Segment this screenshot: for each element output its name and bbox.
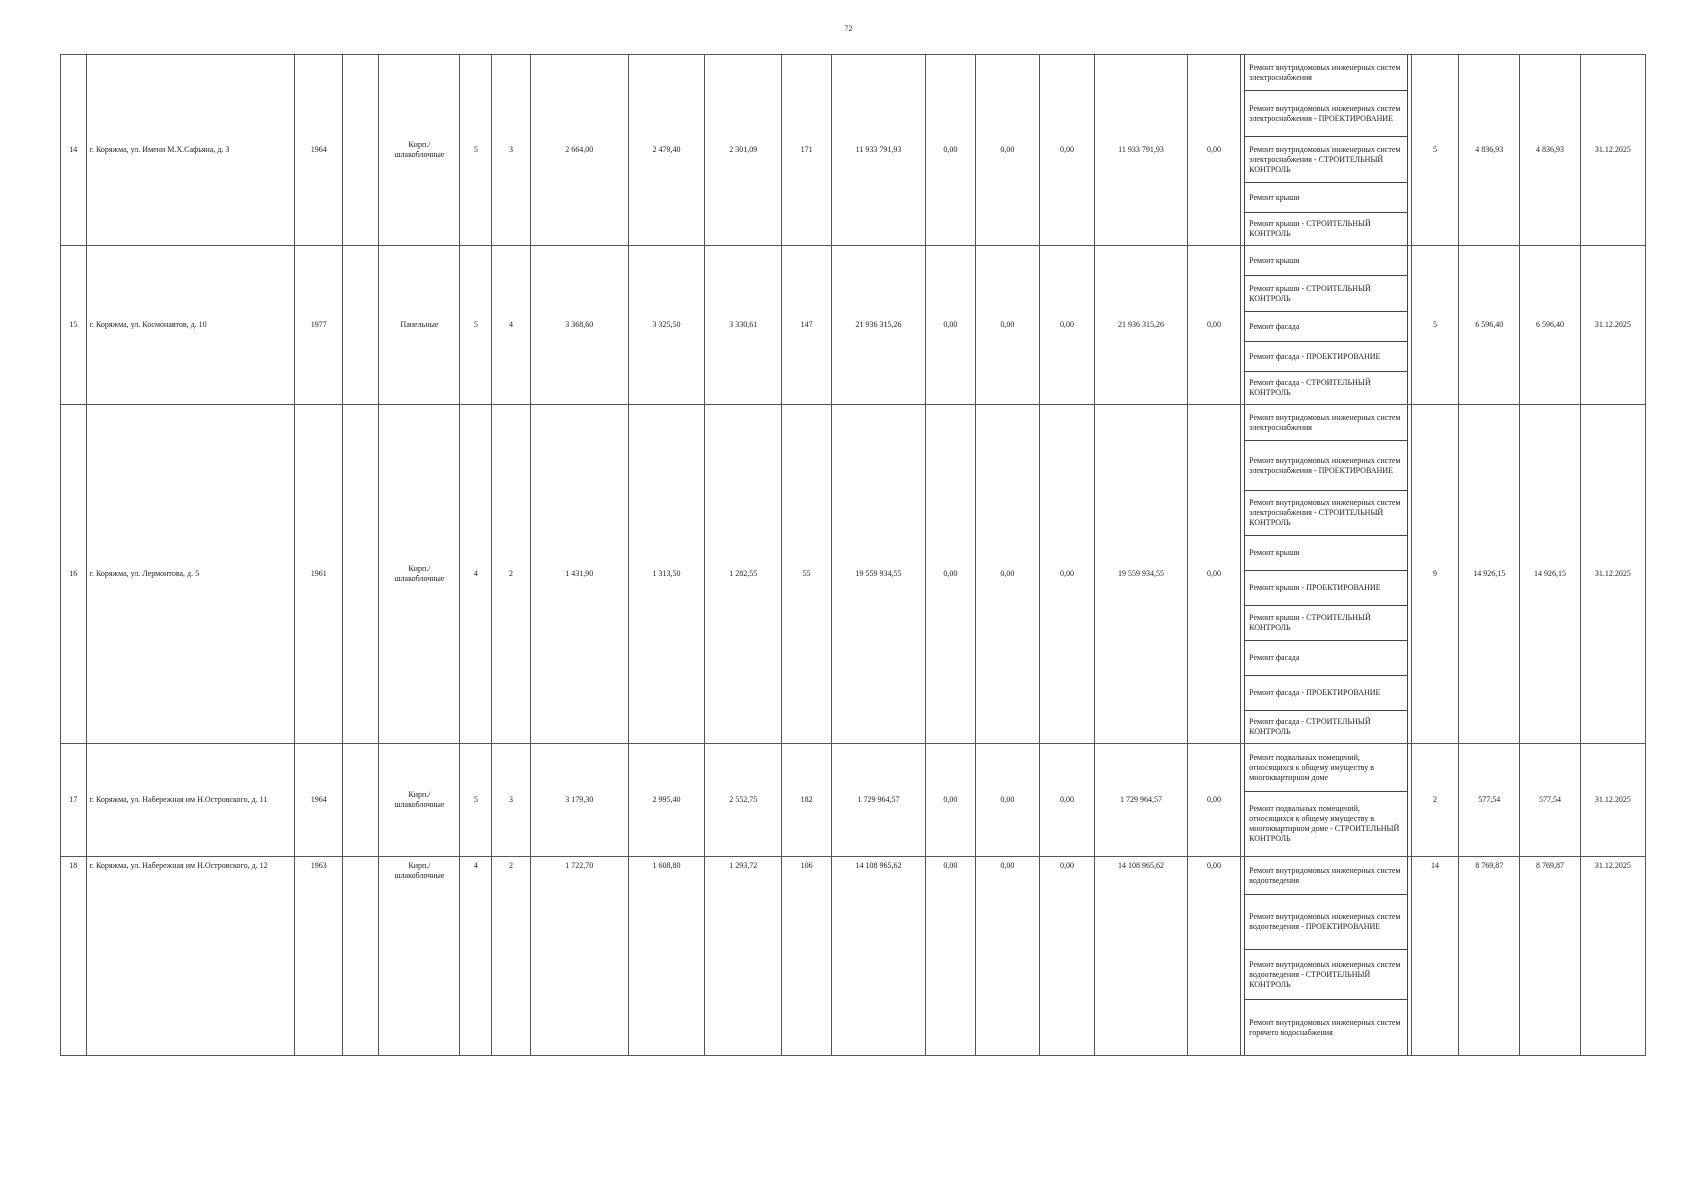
work-item-label: Ремонт внутридомовых инженерных систем водоотведения - ПРОЕКТИРОВАНИЕ <box>1249 912 1401 931</box>
cell-area-residential: 1 293,72 <box>705 857 782 1056</box>
cell-fund2: 0,00 <box>975 857 1039 1056</box>
cell-floors: 4 <box>460 405 492 744</box>
work-item-label: Ремонт внутридомовых инженерных систем горячего водоснабжения <box>1249 1017 1401 1037</box>
cell-entrances: 2 <box>492 857 530 1056</box>
cell-unit-cost-limit: 14 926,15 <box>1520 405 1581 744</box>
work-item <box>1244 55 1407 91</box>
work-item-label: Ремонт внутридомовых инженерных систем электроснабжения - ПРОЕКТИРОВАНИЕ <box>1249 455 1401 475</box>
cell-fund3: 0,00 <box>1039 405 1094 744</box>
cell-address: г. Коряжма, ул. Набережная им Н.Островского, д. 12 <box>86 857 295 1056</box>
cell-deadline: 31.12.2025 <box>1580 246 1645 405</box>
work-item <box>1244 213 1407 245</box>
cell-deadline: 31.12.2025 <box>1580 857 1645 1056</box>
work-item-label: Ремонт крыши - ПРОЕКТИРОВАНИЕ <box>1249 583 1381 592</box>
cell-year: 1964 <box>295 744 343 857</box>
cell-fund2: 0,00 <box>975 405 1039 744</box>
cell-floors: 5 <box>460 55 492 246</box>
cell-fund1: 0,00 <box>925 744 975 857</box>
work-item-label: Ремонт фасада - ПРОЕКТИРОВАНИЕ <box>1249 351 1381 361</box>
work-item-label: Ремонт фасада <box>1249 321 1300 331</box>
cell-work-count: 5 <box>1411 246 1459 405</box>
table-row <box>61 246 1646 405</box>
cell-fund-other: 0,00 <box>1187 744 1240 857</box>
cell-unit-cost: 577,54 <box>1459 744 1520 857</box>
cell-area-residential: 2 301,09 <box>705 55 782 246</box>
work-item-label: Ремонт фасада - СТРОИТЕЛЬНЫЙ КОНТРОЛЬ <box>1249 717 1371 736</box>
work-item-label: Ремонт крыши - СТРОИТЕЛЬНЫЙ КОНТРОЛЬ <box>1249 613 1371 632</box>
cell-fund1: 0,00 <box>925 405 975 744</box>
work-item-label: Ремонт крыши <box>1249 548 1300 557</box>
cell-cost-total: 21 936 315,26 <box>832 246 926 405</box>
work-item <box>1244 606 1407 641</box>
work-item-label: Ремонт крыши - СТРОИТЕЛЬНЫЙ КОНТРОЛЬ <box>1249 219 1371 238</box>
cell-fund1: 0,00 <box>925 857 975 1056</box>
cell-material: Кирп./ шлакоблочные <box>379 744 460 857</box>
work-item <box>1244 312 1407 342</box>
cell-deadline: 31.12.2025 <box>1580 405 1645 744</box>
work-item-label: Ремонт крыши <box>1249 255 1300 265</box>
cell-area-total: 3 368,60 <box>530 246 628 405</box>
cell-blank1 <box>343 246 379 405</box>
cell-address: г. Коряжма, ул. Набережная им Н.Островского, д. 11 <box>86 744 295 857</box>
table-row <box>61 55 1646 246</box>
work-item-label: Ремонт крыши - СТРОИТЕЛЬНЫЙ КОНТРОЛЬ <box>1249 283 1371 303</box>
cell-year: 1964 <box>295 55 343 246</box>
work-item <box>1244 744 1407 792</box>
cell-year: 1961 <box>295 405 343 744</box>
cell-blank1 <box>343 857 379 1056</box>
cell-address: г. Коряжма, ул. Лермонтова, д. 5 <box>86 405 295 744</box>
cell-material: Кирп./ шлакоблочные <box>379 55 460 246</box>
work-item <box>1244 137 1407 183</box>
cell-deadline: 31.12.2025 <box>1580 55 1645 246</box>
cell-area-residential: 1 282,55 <box>705 405 782 744</box>
cell-fund-owners: 1 729 964,57 <box>1095 744 1188 857</box>
cell-blank1 <box>343 55 379 246</box>
work-item <box>1244 536 1407 571</box>
cell-cost-total: 14 108 965,62 <box>832 857 926 1056</box>
cell-address: г. Коряжма, ул. Космонавтов, д. 10 <box>86 246 295 405</box>
work-item <box>1244 711 1407 743</box>
cell-blank1 <box>343 744 379 857</box>
cell-work-count: 14 <box>1411 857 1459 1056</box>
work-item <box>1244 246 1407 276</box>
works-list <box>1241 857 1411 1056</box>
cell-unit-cost: 14 926,15 <box>1459 405 1520 744</box>
cell-area-total: 2 664,00 <box>530 55 628 246</box>
cell-fund2: 0,00 <box>975 744 1039 857</box>
work-item-label: Ремонт внутридомовых инженерных систем электроснабжения - СТРОИТЕЛЬНЫЙ КОНТРОЛЬ <box>1249 498 1401 527</box>
cell-fund2: 0,00 <box>975 246 1039 405</box>
cell-unit-cost-limit: 6 596,40 <box>1520 246 1581 405</box>
work-item <box>1244 792 1407 856</box>
work-item-label: Ремонт внутридомовых инженерных систем водоотведения <box>1249 865 1401 885</box>
cell-unit-cost: 8 769,87 <box>1459 857 1520 1056</box>
cell-residents: 55 <box>782 405 832 744</box>
cell-fund2: 0,00 <box>975 55 1039 246</box>
work-item-label: Ремонт внутридомовых инженерных систем электроснабжения <box>1249 62 1401 82</box>
cell-area-total: 3 179,30 <box>530 744 628 857</box>
cell-deadline: 31.12.2025 <box>1580 744 1645 857</box>
cell-unit-cost-limit: 4 836,93 <box>1520 55 1581 246</box>
work-item <box>1244 441 1407 491</box>
works-list <box>1241 246 1411 405</box>
cell-unit-cost: 4 836,93 <box>1459 55 1520 246</box>
cell-fund-other: 0,00 <box>1187 55 1240 246</box>
cell-num: 15 <box>61 246 87 405</box>
cell-fund3: 0,00 <box>1039 55 1094 246</box>
table-row <box>61 744 1646 857</box>
work-item <box>1244 1000 1407 1055</box>
work-item <box>1244 491 1407 536</box>
work-item-label: Ремонт внутридомовых инженерных систем водоотведения - СТРОИТЕЛЬНЫЙ КОНТРОЛЬ <box>1249 959 1401 989</box>
cell-area-living: 2 479,40 <box>628 55 705 246</box>
work-item-label: Ремонт внутридомовых инженерных систем электроснабжения - СТРОИТЕЛЬНЫЙ КОНТРОЛЬ <box>1249 144 1401 174</box>
work-item <box>1244 950 1407 1000</box>
cell-fund3: 0,00 <box>1039 744 1094 857</box>
cell-material: Кирп./ шлакоблочные <box>379 857 460 1056</box>
cell-fund-owners: 14 108 965,62 <box>1095 857 1188 1056</box>
cell-entrances: 3 <box>492 744 530 857</box>
work-item <box>1244 857 1407 895</box>
works-list <box>1241 405 1411 744</box>
work-item-label: Ремонт фасада - ПРОЕКТИРОВАНИЕ <box>1249 688 1381 697</box>
cell-num: 18 <box>61 857 87 1056</box>
cell-fund-other: 0,00 <box>1187 857 1240 1056</box>
cell-fund1: 0,00 <box>925 246 975 405</box>
work-item <box>1244 276 1407 312</box>
cell-entrances: 3 <box>492 55 530 246</box>
cell-area-living: 2 995,40 <box>628 744 705 857</box>
cell-unit-cost-limit: 8 769,87 <box>1520 857 1581 1056</box>
work-item-label: Ремонт фасада <box>1249 653 1300 662</box>
cell-cost-total: 19 559 934,55 <box>832 405 926 744</box>
capital-repair-table <box>60 54 1646 1056</box>
table-row <box>61 857 1646 1056</box>
works-list <box>1241 55 1411 246</box>
cell-floors: 5 <box>460 744 492 857</box>
work-item <box>1244 91 1407 137</box>
work-item <box>1244 372 1407 404</box>
cell-residents: 106 <box>782 857 832 1056</box>
work-item-label: Ремонт внутридомовых инженерных систем электроснабжения <box>1249 412 1401 432</box>
cell-area-living: 3 325,50 <box>628 246 705 405</box>
cell-floors: 5 <box>460 246 492 405</box>
cell-work-count: 9 <box>1411 405 1459 744</box>
work-item <box>1244 895 1407 950</box>
cell-fund-owners: 19 559 934,55 <box>1095 405 1188 744</box>
cell-fund-other: 0,00 <box>1187 405 1240 744</box>
work-item-label: Ремонт внутридомовых инженерных систем электроснабжения - ПРОЕКТИРОВАНИЕ <box>1249 103 1401 123</box>
cell-area-residential: 3 330,61 <box>705 246 782 405</box>
work-item <box>1244 405 1407 441</box>
work-item-label: Ремонт подвальных помещений, относящихся к общему имуществу в многоквартирном доме - СТРОИТЕЛЬНЫЙ КОНТРОЛЬ <box>1249 804 1400 843</box>
cell-residents: 182 <box>782 744 832 857</box>
cell-area-total: 1 431,90 <box>530 405 628 744</box>
cell-entrances: 4 <box>492 246 530 405</box>
page-number: 72 <box>844 24 853 33</box>
cell-unit-cost: 6 596,40 <box>1459 246 1520 405</box>
cell-residents: 147 <box>782 246 832 405</box>
cell-year: 1977 <box>295 246 343 405</box>
cell-work-count: 5 <box>1411 55 1459 246</box>
cell-fund3: 0,00 <box>1039 857 1094 1056</box>
cell-area-total: 1 722,70 <box>530 857 628 1056</box>
cell-entrances: 2 <box>492 405 530 744</box>
cell-fund1: 0,00 <box>925 55 975 246</box>
works-list <box>1241 744 1411 857</box>
cell-fund-owners: 21 936 315,26 <box>1095 246 1188 405</box>
cell-fund3: 0,00 <box>1039 246 1094 405</box>
work-item-label: Ремонт подвальных помещений, относящихся к общему имуществу в многоквартирном доме <box>1249 752 1374 782</box>
cell-work-count: 2 <box>1411 744 1459 857</box>
cell-fund-owners: 11 933 791,93 <box>1095 55 1188 246</box>
cell-area-living: 1 608,80 <box>628 857 705 1056</box>
cell-area-living: 1 313,50 <box>628 405 705 744</box>
cell-year: 1963 <box>295 857 343 1056</box>
cell-fund-other: 0,00 <box>1187 246 1240 405</box>
work-item-label: Ремонт фасада - СТРОИТЕЛЬНЫЙ КОНТРОЛЬ <box>1249 378 1371 397</box>
cell-floors: 4 <box>460 857 492 1056</box>
table-row <box>61 405 1646 744</box>
cell-num: 17 <box>61 744 87 857</box>
cell-blank1 <box>343 405 379 744</box>
cell-area-residential: 2 552,75 <box>705 744 782 857</box>
cell-material: Панельные <box>379 246 460 405</box>
work-item <box>1244 342 1407 372</box>
cell-num: 14 <box>61 55 87 246</box>
work-item <box>1244 571 1407 606</box>
cell-address: г. Коряжма, ул. Имени М.Х.Сафьяна, д. 3 <box>86 55 295 246</box>
cell-num: 16 <box>61 405 87 744</box>
cell-cost-total: 11 933 791,93 <box>832 55 926 246</box>
cell-cost-total: 1 729 964,57 <box>832 744 926 857</box>
cell-residents: 171 <box>782 55 832 246</box>
work-item <box>1244 676 1407 711</box>
work-item-label: Ремонт крыши <box>1249 192 1300 202</box>
work-item <box>1244 183 1407 213</box>
cell-material: Кирп./ шлакоблочные <box>379 405 460 744</box>
cell-unit-cost-limit: 577,54 <box>1520 744 1581 857</box>
work-item <box>1244 641 1407 676</box>
